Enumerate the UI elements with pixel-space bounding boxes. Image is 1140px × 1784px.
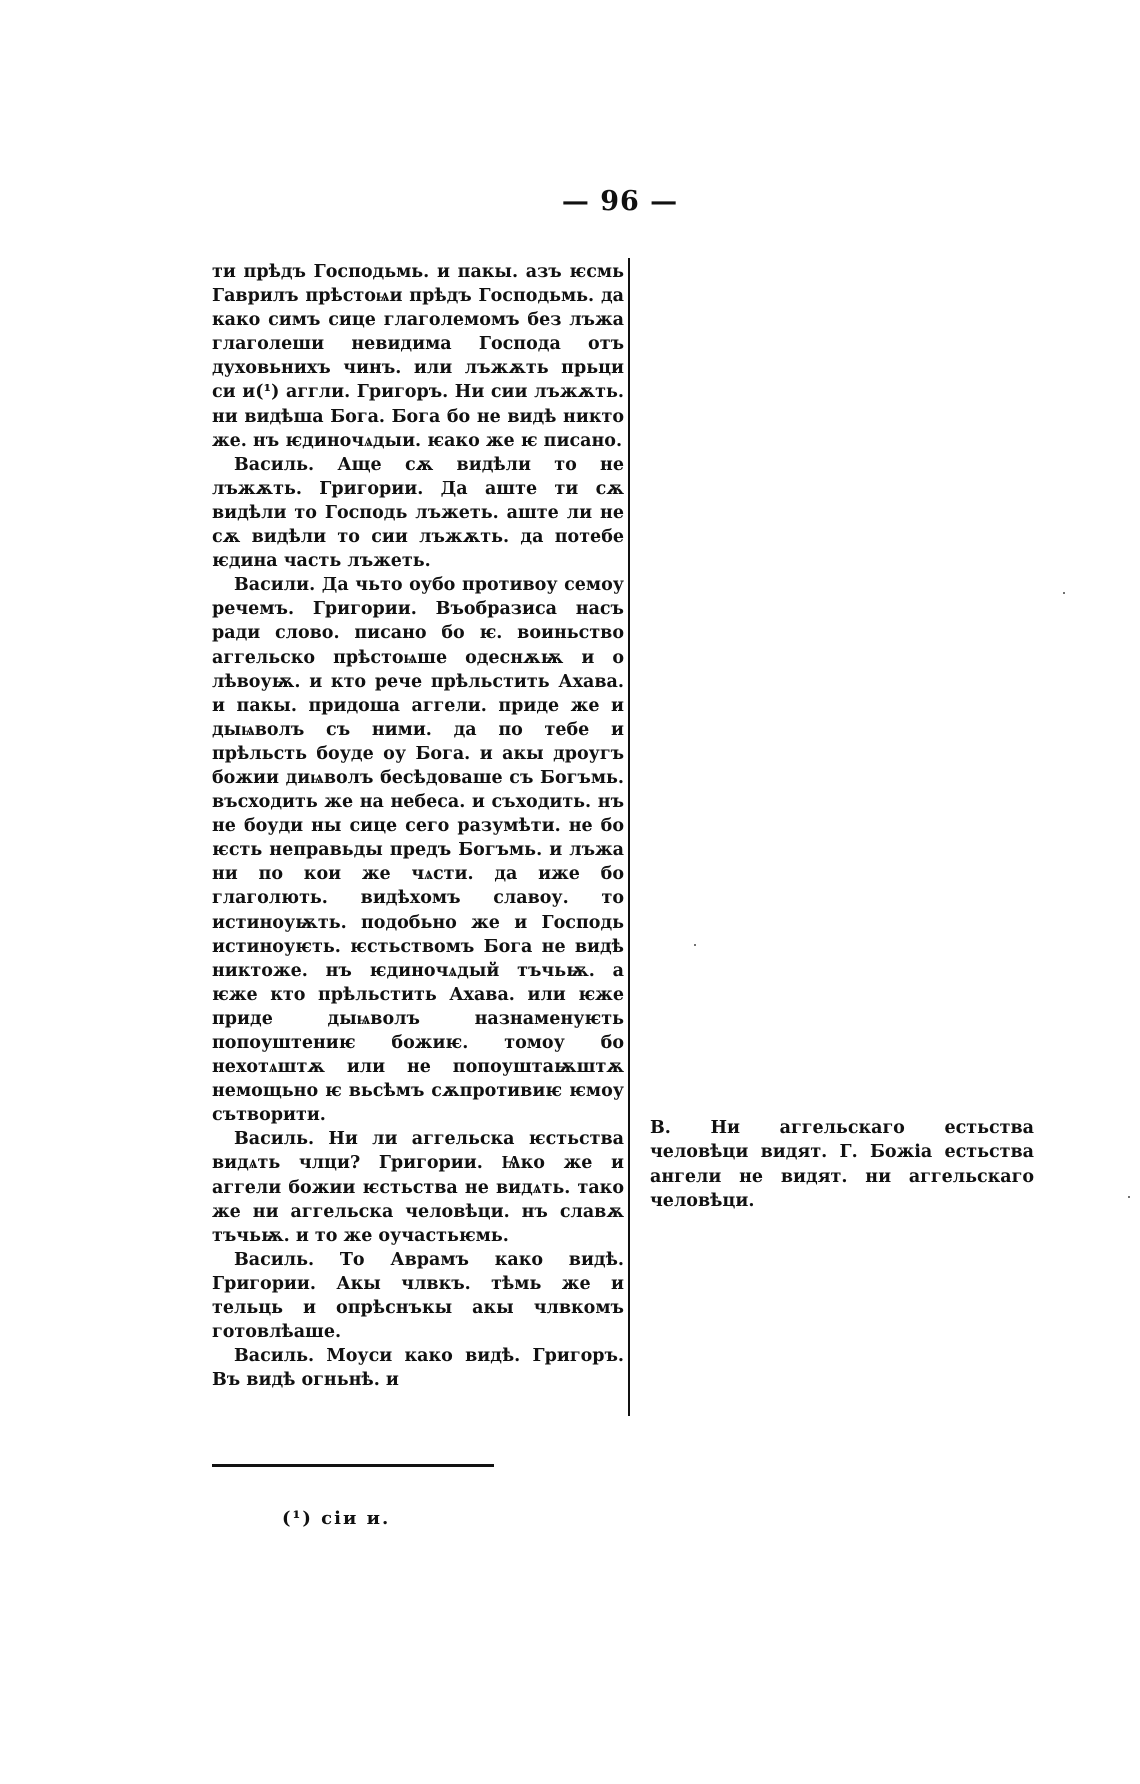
scan-speck — [1063, 592, 1065, 594]
page-number: — 96 — — [561, 186, 679, 217]
paragraph: Василь. То Аврамъ како видѣ. Григории. Акы члвкъ. тѣмь же и тельць и опрѣснъкы акы члвкомъ готовлѣаше. — [212, 1249, 624, 1343]
footnote-rule — [212, 1464, 494, 1467]
scan-speck — [1128, 1196, 1130, 1198]
paragraph: Василь. Моуси како видѣ. Григоръ. Въ видѣ огньнѣ. и — [212, 1346, 624, 1391]
footnote: (¹) сіи и. — [282, 1508, 391, 1529]
main-text-column — [212, 260, 624, 1392]
paragraph: Васили. Да чьто оубо противоу семоу речемъ. Григории. Въобразиса насъ ради слово. писано бо ѥ. воиньство аггельско прѣстоѩше одеснѫѭ и о лѣвоуѭ. и кто рече прѣльстить Ахава. и пакы. придоша аггели. приде же и дыѩволъ съ ними. да по тебе и прѣльсть боуде оу Бога. и акы дроугъ божии диѩволъ бесѣдоваше съ Богъмь. въсходить же на небеса. и съходить. нъ не боуди ны сице сего разумѣти. не бо ѥсть неправьды предъ Богъмь. и лъжа ни по кои же чѧсти. да иже бо глаголють. видѣхомъ славоу. то истиноуѭть. подобьно же и Господь истиноуѥть. ѥстьствомъ Бога не видѣ никтоже. нъ ѥдиночѧдый тъчьѭ. а ѥже кто прѣльстить Ахава. или ѥже приде дыѩволъ назнаменуѥть попоуштениѥ божиѥ. томоу бо нехотѧштѫ или не попоуштаѭштѫ немощьно ѥ вьсѣмъ сѫпротивиѥ ѥмоу сътворити. — [212, 575, 624, 1126]
column-divider — [628, 258, 630, 1416]
scan-speck — [694, 944, 696, 946]
margin-gloss: В. Ни аггельскаго естьства человѣци видят. Г. Божіа естьства ангели не видят. ни аггельскаго человѣци. — [650, 1118, 1034, 1211]
paragraph: Василь. Ни ли аггельска ѥстьства видѧть члци? Григории. Ѩко же и аггели божии ѥстьства не видѧть. тако же ни аггельска человѣци. нъ славѫ тъчьѭ. и то же оучастьѥмь. — [212, 1129, 624, 1246]
paragraph: ти прѣдъ Господьмь. и пакы. азъ ѥсмь Гаврилъ прѣстоѩи прѣдъ Господьмь. да како симъ сице глаголемомъ без лъжа глаголеши невидима Господа отъ духовьнихъ чинъ. или лъжѫть прьци си и(¹) аггли. Григоръ. Ни сии лъжѫть. ни видѣша Бога. Бога бо не видѣ никто же. нъ ѥдиночѧдыи. ѥако же ѥ писано. — [212, 262, 624, 451]
paragraph: Василь. Аще сѫ видѣли то не лъжѫть. Григории. Да аште ти сѫ видѣли то Господь лъжеть. аште ли не сѫ видѣли то сии лъжѫть. да потебе ѥдина часть лъжеть. — [212, 454, 624, 572]
